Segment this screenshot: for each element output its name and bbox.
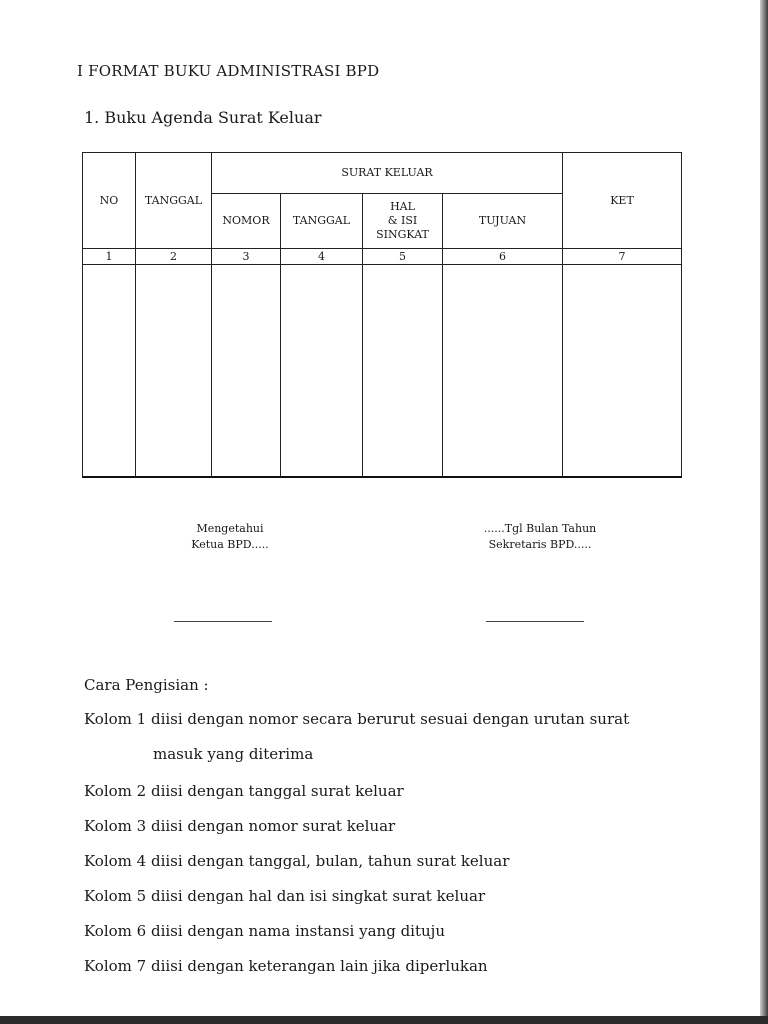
instruction-item: Kolom 4 diisi dengan tanggal, bulan, tahun surat keluar: [84, 852, 510, 870]
empty-cell: [83, 265, 136, 478]
empty-cell: [443, 265, 563, 478]
column-number: 3: [212, 249, 281, 265]
page-edge-shadow: [760, 0, 768, 1024]
instruction-item-continuation: masuk yang diterima: [153, 745, 314, 763]
header-surat-keluar: SURAT KELUAR: [212, 153, 563, 194]
instruction-item: Kolom 1 diisi dengan nomor secara berurut sesuai dengan urutan surat: [84, 710, 630, 728]
signature-right: [460, 521, 620, 553]
empty-cell: [563, 265, 682, 478]
document-title: I FORMAT BUKU ADMINISTRASI BPD: [77, 62, 380, 80]
empty-cell: [363, 265, 443, 478]
page-bottom-edge: [0, 1016, 768, 1024]
signature-line-right: [486, 621, 584, 622]
signature-left-line2: Ketua BPD.....: [191, 538, 269, 551]
column-number: 5: [363, 249, 443, 265]
signature-left-line1: Mengetahui: [196, 522, 264, 535]
header-hal-line3: SINGKAT: [376, 227, 429, 241]
agenda-table-container: [82, 152, 681, 478]
header-tanggal: TANGGAL: [136, 153, 212, 249]
instruction-item: Kolom 5 diisi dengan hal dan isi singkat surat keluar: [84, 887, 486, 905]
empty-cell: [212, 265, 281, 478]
agenda-table: [82, 152, 682, 478]
instructions-title: Cara Pengisian :: [84, 676, 209, 694]
instruction-item: Kolom 7 diisi dengan keterangan lain jika diperlukan: [84, 957, 488, 975]
instruction-item: Kolom 3 diisi dengan nomor surat keluar: [84, 817, 396, 835]
header-ket: KET: [563, 153, 682, 249]
header-tanggal-surat: TANGGAL: [281, 194, 363, 249]
signature-left: [150, 521, 310, 553]
empty-cell: [136, 265, 212, 478]
signature-line-left: [174, 621, 272, 622]
column-number: 2: [136, 249, 212, 265]
signature-right-line1: ......Tgl Bulan Tahun: [483, 522, 597, 535]
column-number: 6: [443, 249, 563, 265]
header-nomor: NOMOR: [212, 194, 281, 249]
empty-cell: [281, 265, 363, 478]
column-number: 7: [563, 249, 682, 265]
signature-right-line2: Sekretaris BPD.....: [488, 538, 592, 551]
header-hal-line1: HAL: [390, 200, 415, 214]
section-title: 1. Buku Agenda Surat Keluar: [84, 108, 322, 127]
header-no: NO: [83, 153, 136, 249]
header-hal-isi-singkat: [363, 194, 443, 249]
header-hal-line2: & ISI: [387, 214, 418, 228]
header-tujuan: TUJUAN: [443, 194, 563, 249]
column-number: 1: [83, 249, 136, 265]
instruction-item: Kolom 2 diisi dengan tanggal surat keluar: [84, 782, 404, 800]
column-number: 4: [281, 249, 363, 265]
instruction-item: Kolom 6 diisi dengan nama instansi yang dituju: [84, 922, 445, 940]
